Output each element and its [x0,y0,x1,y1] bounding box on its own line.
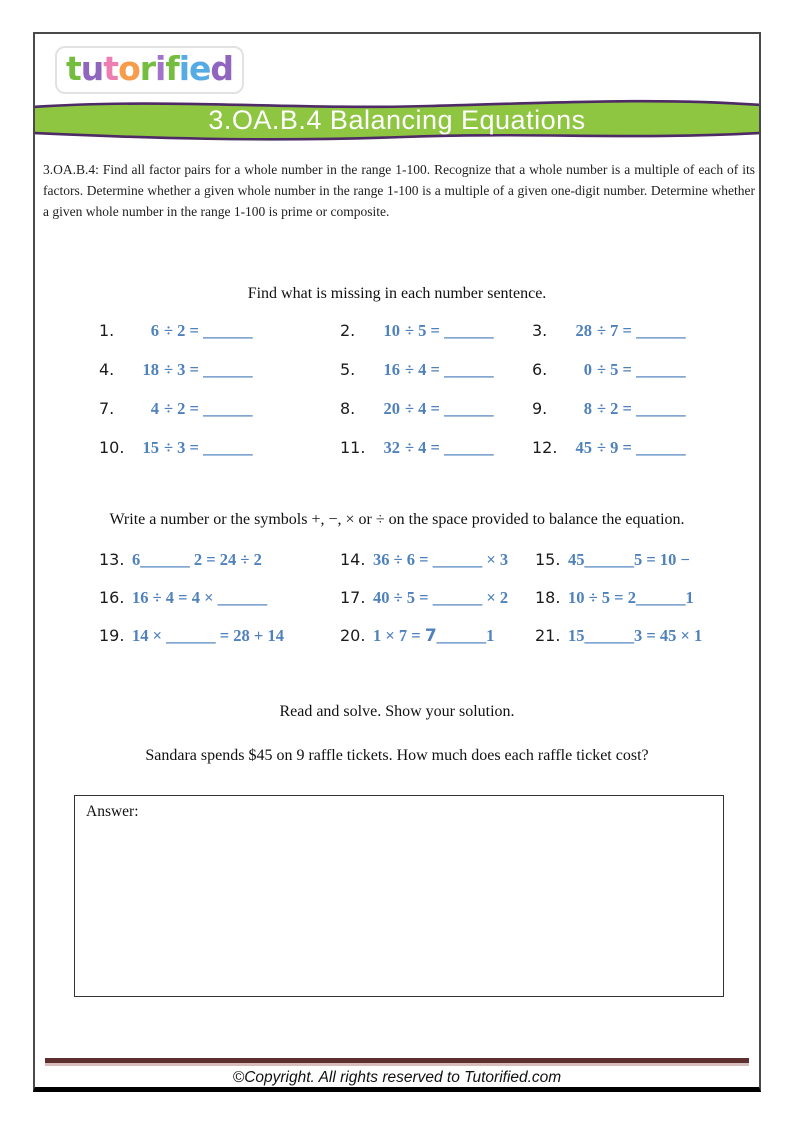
logo-letter: e [189,49,211,88]
problem-number: 10. [99,438,125,457]
problem-equation: 18 ÷ 3 = ______ [142,360,253,379]
problem-equation: 45______5 = 10 − [568,550,690,569]
problem-equation: 10 ÷ 5 = ______ [383,321,494,340]
problem-7 [99,399,253,419]
logo-letter: i [155,49,166,88]
problem-18 [535,588,694,608]
problem-number: 2. [340,321,356,340]
logo-letter: i [178,49,189,88]
problem-10 [99,438,253,458]
problem-number: 21. [535,626,561,645]
problem-17 [340,588,508,608]
copyright-text: ©Copyright. All rights reserved to Tutorified.com [232,1069,562,1086]
problem-equation: 36 ÷ 6 = ______ × 3 [373,550,509,569]
problem-14 [340,550,508,570]
worksheet-page [33,32,761,1092]
problem-number: 6. [532,360,548,379]
logo-letter: f [165,49,179,88]
section2-instruction: Write a number or the symbols +, −, × or ÷ on the space provided to balance the equation. [109,511,685,528]
problem-number: 18. [535,588,561,607]
standard-description: 3.OA.B.4: Find all factor pairs for a whole number in the range 1-100. Recognize that a whole number is a multiple of each of its factors. Determine whether a given whole number in the range 1-100 is a multiple of a given one-digit number. Determine whether a given whole number in the range 1-100 is prime or composite. [43,162,755,219]
problem-21 [535,626,702,646]
problem-equation: 16 ÷ 4 = ______ [383,360,494,379]
logo-letter: o [118,49,140,88]
problem-equation: 1 × 7 = 7______1 [373,626,495,646]
logo-letter: u [80,49,104,88]
problem-15 [535,550,690,570]
problem-equation: 15 ÷ 3 = ______ [142,438,253,457]
problem-equation: 14 × ______ = 28 + 14 [132,626,284,645]
problem-1 [99,321,253,341]
problem-equation: 6 ÷ 2 = ______ [150,321,253,340]
problem-16 [99,588,267,608]
problem-number: 12. [532,438,558,457]
word-problem-text: Sandara spends $45 on 9 raffle tickets. How much does each raffle ticket cost? [145,747,649,764]
problem-4 [99,360,253,380]
logo-letter: t [103,49,119,88]
logo-letter: r [139,49,156,88]
problem-number: 1. [99,321,115,340]
problem-number: 20. [340,626,366,645]
answer-box [74,795,724,997]
problem-number: 4. [99,360,115,379]
problem-number: 17. [340,588,366,607]
problem-6 [532,360,686,380]
problem-equation: 32 ÷ 4 = ______ [383,438,494,457]
problem-number: 11. [340,438,366,457]
tutorified-logo [55,46,244,94]
problem-12 [532,438,686,458]
problem-11 [340,438,494,458]
problem-equation: 15______3 = 45 × 1 [568,626,703,645]
problem-equation: 10 ÷ 5 = 2______1 [568,588,694,607]
problem-equation: 0 ÷ 5 = ______ [583,360,686,379]
problem-number: 3. [532,321,548,340]
problem-8 [340,399,494,419]
problem-number: 7. [99,399,115,418]
problem-number: 19. [99,626,125,645]
problem-number: 14. [340,550,366,569]
problem-equation: 28 ÷ 7 = ______ [575,321,686,340]
problem-number: 8. [340,399,356,418]
page-title: 3.OA.B.4 Balancing Equations [208,105,586,135]
problem-equation: 8 ÷ 2 = ______ [583,399,686,418]
footer-divider [45,1058,749,1063]
problem-number: 9. [532,399,548,418]
section1-instruction: Find what is missing in each number sentence. [247,285,547,302]
section3-instruction: Read and solve. Show your solution. [279,703,515,720]
problem-equation: 45 ÷ 9 = ______ [575,438,686,457]
answer-label: Answer: [86,803,139,820]
problem-equation: 40 ÷ 5 = ______ × 2 [373,588,509,607]
problem-9 [532,399,686,419]
problem-2 [340,321,494,341]
problem-number: 5. [340,360,356,379]
problem-equation: 4 ÷ 2 = ______ [150,399,253,418]
problem-equation: 16 ÷ 4 = 4 × ______ [132,588,268,607]
problem-equation: 6______ 2 = 24 ÷ 2 [132,550,262,569]
problem-19 [99,626,284,646]
problem-5 [340,360,494,380]
logo-letter: t [66,49,81,88]
problem-20 [340,626,494,646]
problem-13 [99,550,262,570]
problem-3 [532,321,686,341]
problem-number: 16. [99,588,125,607]
logo-letter: d [210,49,234,88]
problem-equation: 20 ÷ 4 = ______ [383,399,494,418]
problem-number: 15. [535,550,561,569]
problem-number: 13. [99,550,125,569]
